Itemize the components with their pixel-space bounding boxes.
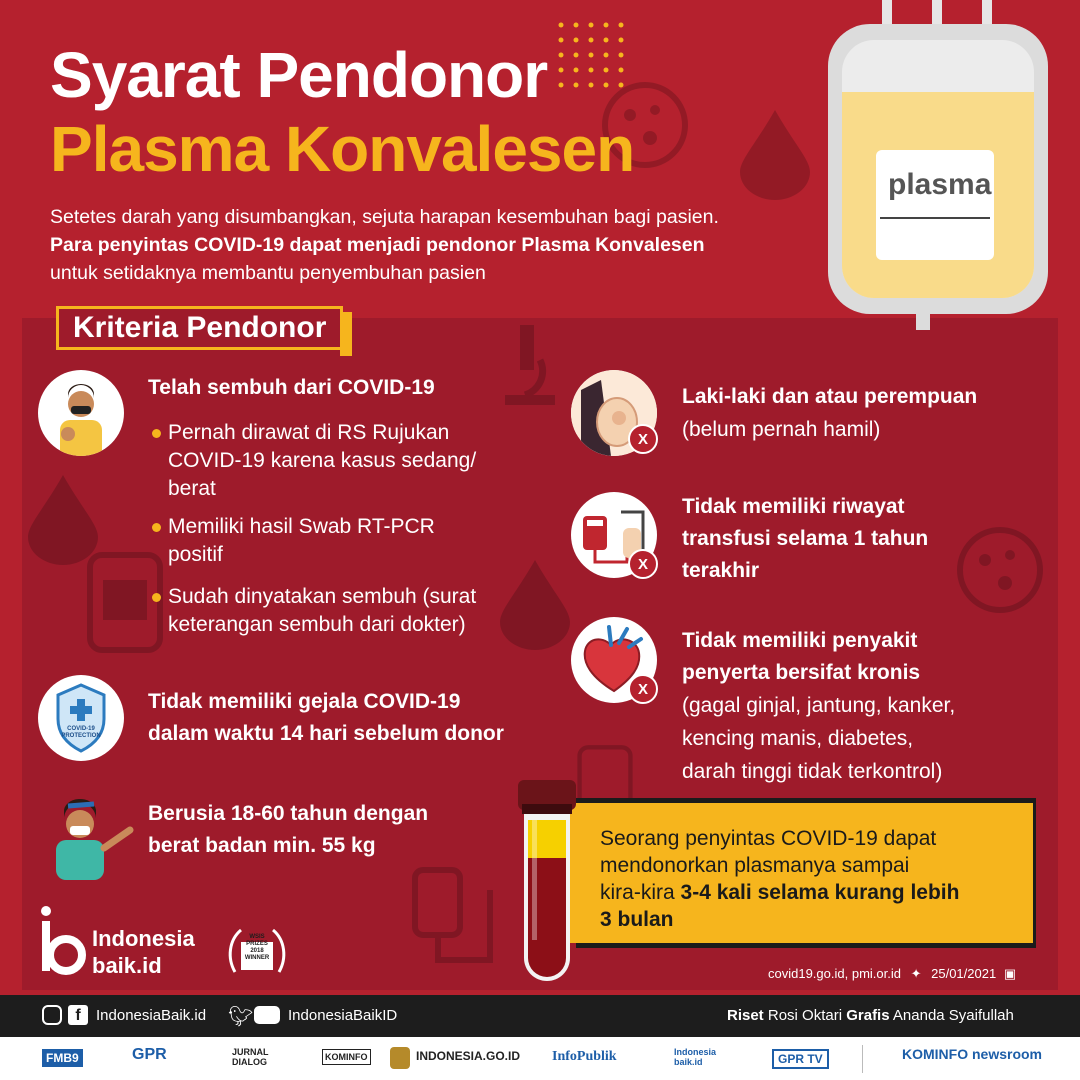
left-item-1-bullet-3: Sudah dinyatakan sembuh (surat keterangan sembuh dari dokter): [168, 585, 477, 636]
right-item-2-heading-line-1: Tidak memiliki riwayat: [682, 495, 905, 518]
microscope-icon: [495, 320, 565, 410]
recovered-person-icon: [38, 370, 124, 456]
bullet: [152, 593, 161, 602]
dot-pattern: [556, 20, 626, 90]
twitter-icon[interactable]: 🐦︎: [228, 1006, 254, 1028]
footer-handle-1[interactable]: IndonesiaBaik.id: [96, 1007, 207, 1024]
blood-drop-icon: [740, 110, 810, 200]
credits: [727, 1007, 1014, 1024]
blood-tube-icon: [512, 780, 582, 985]
bullet: [152, 523, 161, 532]
note-line-2: mendonorkan plasmanya sampai: [600, 854, 910, 877]
intro-line-1: Setetes darah yang disumbangkan, sejuta harapan kesembuhan bagi pasien.: [50, 206, 719, 228]
brand-name: [92, 925, 195, 979]
right-item-2-heading-line-3: terakhir: [682, 559, 760, 582]
partner-logos: [0, 1037, 1080, 1080]
plasma-bag-icon: [820, 0, 1060, 330]
partner-fmb9: FMB9: [42, 1049, 83, 1067]
note-text: [600, 825, 1020, 933]
partner-indonesia-baik: Indonesia baik.id: [674, 1047, 717, 1067]
plasma-bag-label: plasma: [888, 168, 992, 201]
note-box: [568, 803, 1033, 943]
right-item-3-heading-line-1: Tidak memiliki penyakit: [682, 629, 918, 652]
intro-line-3: untuk setidaknya membantu penyembuhan pasien: [50, 262, 486, 284]
facebook-icon[interactable]: f: [68, 1005, 88, 1025]
intro-line-2: Para penyintas COVID-19 dapat menjadi pendonor Plasma Konvalesen: [50, 234, 705, 256]
right-item-3-sub-line-3: darah tinggi tidak terkontrol): [682, 760, 943, 783]
right-item-2-heading-line-2: transfusi selama 1 tahun: [682, 527, 929, 550]
iv-drip-icon: [410, 850, 510, 970]
x-mark-icon: X: [628, 424, 658, 454]
note-line-3-plain: kira-kira: [600, 881, 681, 904]
left-item-2-heading-line-2: dalam waktu 14 hari sebelum donor: [148, 722, 504, 745]
grafis-name: Ananda Syaifullah: [892, 1007, 1014, 1024]
cell-dish-icon: [955, 525, 1045, 615]
note-line-1: Seorang penyintas COVID-19 dapat: [600, 827, 937, 850]
bullet: [152, 429, 161, 438]
section-title-box: [56, 306, 343, 350]
partner-kominfo-newsroom: KOMINFO newsroom: [902, 1046, 1043, 1062]
calendar-icon: ▣: [1003, 966, 1017, 981]
partner-gpr: GPR: [132, 1046, 167, 1063]
left-item-1-bullet-1: Pernah dirawat di RS Rujukan COVID-19 karena kasus sedang/ berat: [168, 421, 477, 500]
footer-bar: [0, 995, 1080, 1037]
source-sites: covid19.go.id, pmi.or.id: [768, 966, 901, 981]
covid-protection-shield-icon: [38, 675, 124, 761]
left-item-1-bullet-2: Memiliki hasil Swab RT-PCR positif: [168, 515, 435, 566]
left-item-3-heading-line-1: Berusia 18-60 tahun dengan: [148, 802, 429, 825]
instagram-icon[interactable]: [42, 1005, 62, 1025]
right-item-1-heading: Laki-laki dan atau perempuan: [682, 385, 978, 408]
left-item-2-heading-line-1: Tidak memiliki gejala COVID-19: [148, 690, 461, 713]
footer-handle-2[interactable]: IndonesiaBaikID: [288, 1007, 398, 1024]
partner-jurnal-dialog: JURNAL DIALOG: [232, 1047, 269, 1067]
x-mark-icon: X: [628, 674, 658, 704]
partner-gpr-tv: GPR TV: [772, 1049, 829, 1069]
section-title: Kriteria Pendonor: [73, 311, 327, 344]
title-line-2: Plasma Konvalesen: [50, 113, 635, 185]
left-item-3-heading-line-2: berat badan min. 55 kg: [148, 834, 376, 857]
x-mark-icon: X: [628, 549, 658, 579]
intro-paragraph: [50, 203, 810, 287]
right-item-1-sub: (belum pernah hamil): [682, 418, 881, 441]
blood-drop-icon: [500, 560, 570, 650]
riset-label: Riset: [727, 1007, 764, 1024]
indonesia-baik-logo-icon: [40, 905, 88, 977]
title-line-1: Syarat Pendonor: [50, 39, 548, 111]
partner-indonesia-go-id: INDONESIA.GO.ID: [416, 1049, 521, 1063]
youtube-icon[interactable]: [254, 1006, 280, 1024]
brand-line-2: baik.id: [92, 953, 162, 978]
source-date: 25/01/2021: [931, 966, 997, 981]
shield-text: COVID-19 PROTECTION: [61, 726, 101, 739]
woman-with-mask-icon: [38, 790, 124, 876]
source-pin-icon: ✦: [910, 966, 922, 981]
grafis-label: Grafis: [846, 1007, 890, 1024]
wsis-text: WSIS PRIZES 2018 WINNER: [244, 934, 270, 961]
note-line-4-bold: 3 bulan: [600, 908, 674, 931]
right-item-3-sub-line-2: kencing manis, diabetes,: [682, 727, 914, 750]
note-line-3-bold: 3-4 kali selama kurang lebih: [680, 881, 960, 904]
riset-name: Rosi Oktari: [767, 1007, 843, 1024]
partner-infopublik: InfoPublik: [552, 1049, 617, 1064]
garuda-icon: [390, 1047, 410, 1069]
brand-line-1: Indonesia: [92, 926, 195, 951]
right-item-3-heading-line-2: penyerta bersifat kronis: [682, 661, 921, 684]
partner-kominfo: KOMINFO: [322, 1049, 371, 1065]
partner-divider: [862, 1045, 863, 1073]
left-item-1-heading: Telah sembuh dari COVID-19: [148, 376, 435, 399]
source-line: [768, 966, 1016, 982]
right-item-3-sub-line-1: (gagal ginjal, jantung, kanker,: [682, 694, 956, 717]
